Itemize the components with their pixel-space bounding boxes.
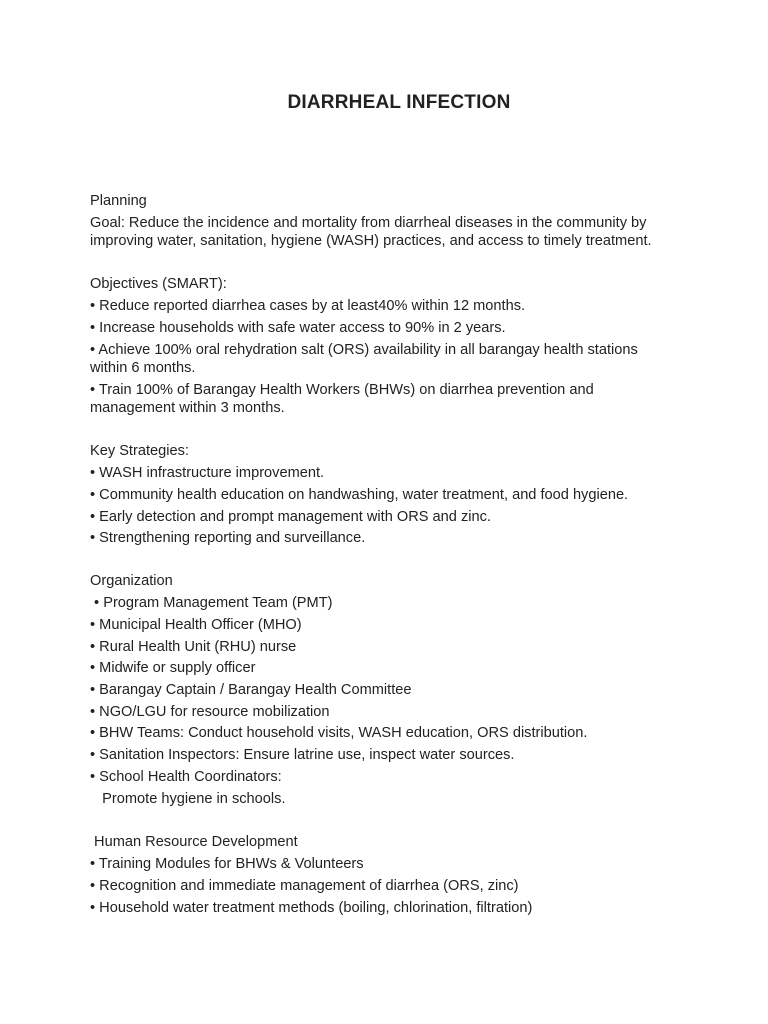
- objective-item-continued: management within 3 months.: [90, 400, 285, 416]
- hrd-item: • Training Modules for BHWs & Volunteers: [90, 856, 364, 872]
- strategy-item: • Strengthening reporting and surveillance.: [90, 530, 366, 546]
- organization-item: • BHW Teams: Conduct household visits, WASH education, ORS distribution.: [90, 725, 588, 741]
- planning-heading: Planning: [90, 193, 147, 209]
- organization-heading: Organization: [90, 573, 173, 589]
- organization-item: • Program Management Team (PMT): [90, 595, 333, 611]
- strategy-item: • WASH infrastructure improvement.: [90, 465, 325, 481]
- objective-item: • Achieve 100% oral rehydration salt (ORS) availability in all barangay health stations: [90, 342, 638, 358]
- strategy-item: • Community health education on handwashing, water treatment, and food hygiene.: [90, 487, 629, 503]
- objective-item: • Increase households with safe water access to 90% in 2 years.: [90, 320, 506, 336]
- organization-item: • Sanitation Inspectors: Ensure latrine use, inspect water sources.: [90, 747, 515, 763]
- hrd-heading: Human Resource Development: [90, 834, 298, 850]
- strategies-heading: Key Strategies:: [90, 443, 189, 459]
- hrd-item: • Recognition and immediate management of diarrhea (ORS, zinc): [90, 878, 519, 894]
- objective-item-continued: within 6 months.: [90, 360, 196, 376]
- goal-text-line-1: Goal: Reduce the incidence and mortality from diarrheal diseases in the community by: [90, 215, 647, 231]
- objective-item: • Reduce reported diarrhea cases by at least40% within 12 months.: [90, 298, 526, 314]
- goal-text-line-2: improving water, sanitation, hygiene (WASH) practices, and access to timely treatment.: [90, 233, 652, 249]
- document-title: DIARRHEAL INFECTION: [287, 92, 511, 113]
- objectives-heading: Objectives (SMART):: [90, 276, 227, 292]
- organization-item: • NGO/LGU for resource mobilization: [90, 704, 330, 720]
- organization-item: • Barangay Captain / Barangay Health Committee: [90, 682, 412, 698]
- objective-item: • Train 100% of Barangay Health Workers (BHWs) on diarrhea prevention and: [90, 382, 594, 398]
- organization-item: • School Health Coordinators:: [90, 769, 282, 785]
- organization-item-continued: Promote hygiene in schools.: [90, 791, 286, 807]
- organization-item: • Rural Health Unit (RHU) nurse: [90, 639, 297, 655]
- organization-item: • Midwife or supply officer: [90, 660, 256, 676]
- organization-item: • Municipal Health Officer (MHO): [90, 617, 302, 633]
- strategy-item: • Early detection and prompt management with ORS and zinc.: [90, 509, 491, 525]
- hrd-item: • Household water treatment methods (boiling, chlorination, filtration): [90, 900, 533, 916]
